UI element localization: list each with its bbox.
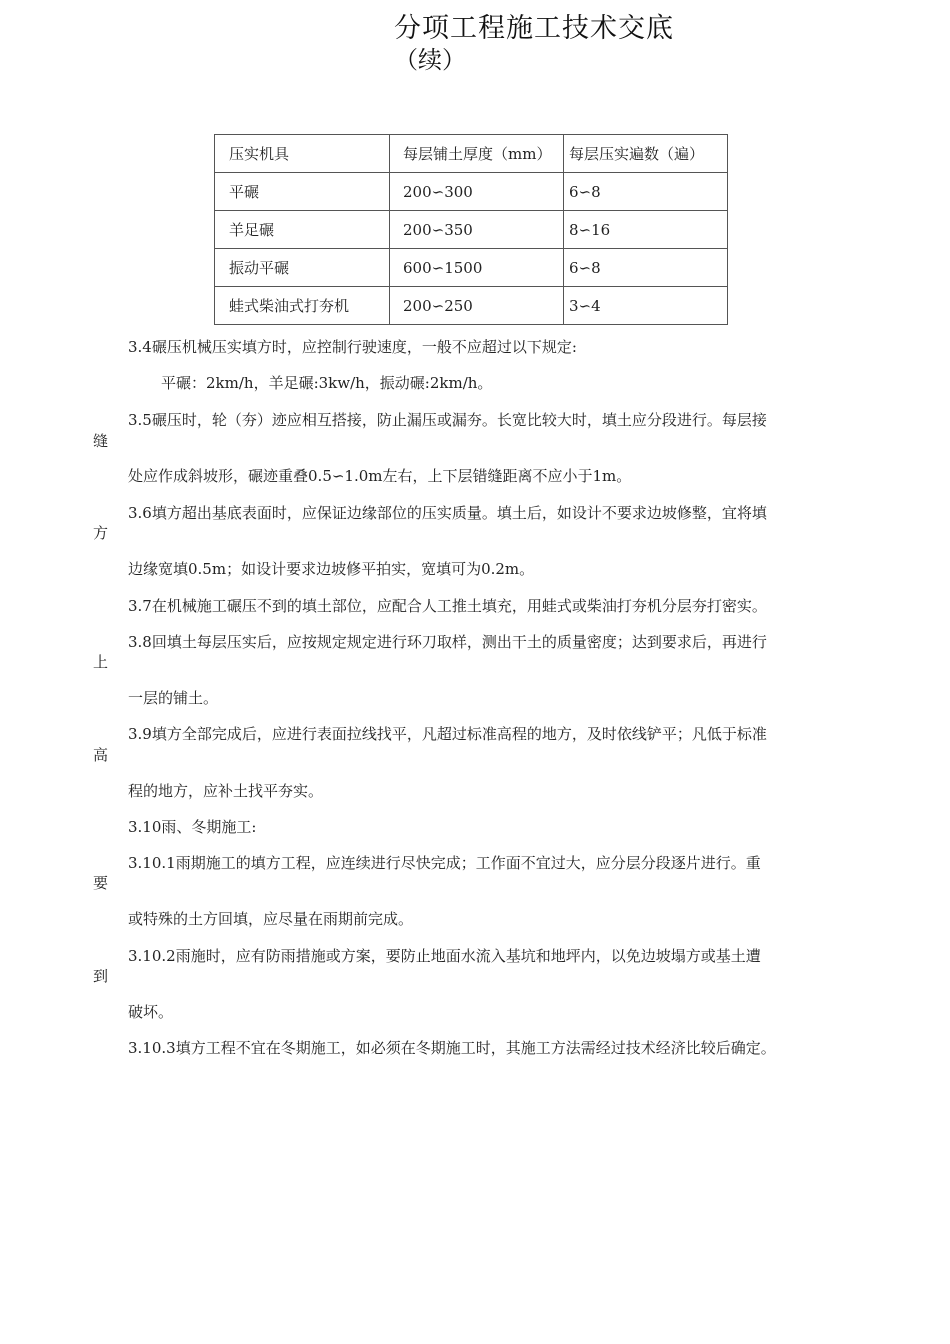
body-line: 处应作成斜坡形，碾迹重叠0.5∽1.0m左右，上下层错缝距离不应小于1m。 [128,467,632,485]
body-line: 边缘宽填0.5m；如设计要求边坡修平拍实，宽填可为0.2m。 [128,560,535,578]
body-line: 3.10.2雨施时，应有防雨措施或方案，要防止地面水流入基坑和地坪内，以免边坡塌方或基土遭 [128,947,761,965]
margin-char: 要 [93,874,109,892]
body-line: 3.6填方超出基底表面时，应保证边缘部位的压实质量。填土后，如设计不要求边坡修整，宜将填 [128,504,767,522]
body-line: 3.8回填土每层压实后，应按规定规定进行环刀取样，测出干土的质量密度；达到要求后，再进行 [128,633,767,651]
table-row [215,287,728,325]
page-title: 分项工程施工技术交底 [394,13,674,44]
table-cell: 蛙式柴油式打夯机 [215,287,390,325]
margin-char: 上 [93,653,109,671]
table-cell: 200∽350 [390,211,564,249]
compaction-table [214,134,728,325]
body-line: 一层的铺土。 [128,689,219,707]
body-line: 3.9填方全部完成后，应进行表面拉线找平，凡超过标准高程的地方，及时依线铲平；凡低于标准 [128,725,767,743]
table-header-row [215,135,728,173]
body-line: 破坏。 [128,1003,174,1021]
table-row [215,211,728,249]
margin-char: 方 [93,524,109,542]
table-row [215,173,728,211]
body-line: 程的地方，应补土找平夯实。 [128,782,324,800]
table-cell: 平碾 [215,173,390,211]
table-cell: 3∽4 [564,287,728,325]
table-cell: 6∽8 [564,173,728,211]
table-header-cell: 每层压实遍数（遍） [564,135,728,173]
margin-char: 缝 [93,432,109,450]
body-line: 或特殊的土方回填，应尽量在雨期前完成。 [128,910,414,928]
margin-char: 到 [93,967,109,985]
table-row [215,249,728,287]
body-line: 3.5碾压时，轮（夯）迹应相互搭接，防止漏压或漏夯。长宽比较大时，填土应分段进行。每层接 [128,411,767,429]
table-cell: 8∽16 [564,211,728,249]
body-line: 3.10.1雨期施工的填方工程，应连续进行尽快完成；工作面不宜过大，应分层分段逐片进行。重 [128,854,761,872]
table-cell: 振动平碾 [215,249,390,287]
table-header-cell: 压实机具 [215,135,390,173]
margin-char: 高 [93,746,109,764]
body-line: 3.7在机械施工碾压不到的填土部位，应配合人工推土填充，用蛙式或柴油打夯机分层夯打密实。 [128,597,767,615]
body-line: 3.10雨、冬期施工: [128,818,257,836]
body-line: 3.4碾压机械压实填方时，应控制行驶速度，一般不应超过以下规定: [128,338,577,356]
page-subtitle: （续） [394,46,466,74]
table-cell: 6∽8 [564,249,728,287]
table-cell: 200∽250 [390,287,564,325]
table-header-cell: 每层铺土厚度（mm） [390,135,564,173]
body-line: 3.10.3填方工程不宜在冬期施工，如必须在冬期施工时，其施工方法需经过技术经济比较后确定。 [128,1039,776,1057]
table-cell: 200∽300 [390,173,564,211]
table-cell: 600∽1500 [390,249,564,287]
table-cell: 羊足碾 [215,211,390,249]
body-line: 平碾：2km/h，羊足碾:3kw/h，振动碾:2km/h。 [161,374,493,392]
